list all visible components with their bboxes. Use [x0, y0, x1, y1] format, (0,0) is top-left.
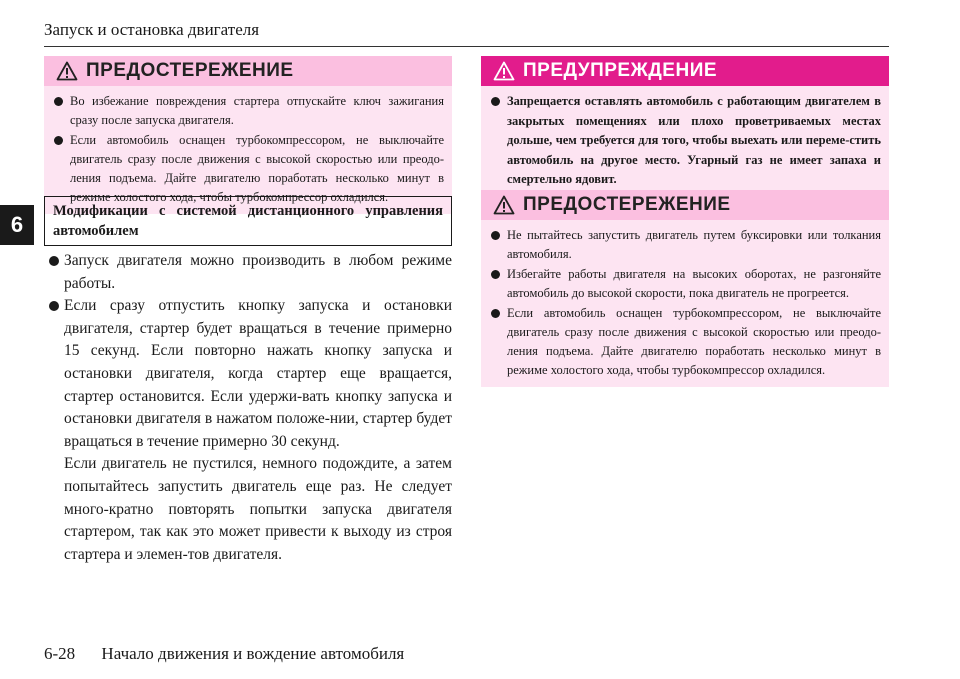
list-item: Если сразу отпустить кнопку запуска и остановки двигателя, стартер будет вращаться в течение примерно 15 секунд. Если повторно нажать кнопку запуска и остановки двигателя, когда стартер еще вращается, стартер остановится. Если удержи-вать кнопку запуска и остановки двигателя в нажатом положе-нии, стартер будет вращаться в течение примерно 30 секунд. — [48, 295, 452, 453]
list-item: Если автомобиль оснащен турбокомпрессором, не выключайте двигатель сразу после движения с высокой скоростью или преодо-ления подъема. Дайте двигателю поработать несколько минут в режиме холостого хода, чтобы турбокомпрессор охладился. — [491, 304, 881, 380]
caution-title: ПРЕДОСТЕРЕЖЕНИЕ — [86, 60, 294, 81]
warning-triangle-icon — [493, 195, 515, 215]
bullet-icon — [491, 97, 500, 106]
list-item: Не пытайтесь запустить двигатель путем буксировки или толкания автомобиля. — [491, 226, 881, 264]
list-item: Запуск двигателя можно производить в любом режиме работы. — [48, 250, 452, 295]
section-title: Начало движения и вождение автомобиля — [101, 644, 405, 663]
caution-header — [481, 190, 889, 220]
section-subheading: Модификации с системой дистанционного управления автомобилем — [44, 196, 452, 246]
caution-box-right — [481, 190, 889, 387]
bullet-icon — [49, 256, 59, 266]
warning-header — [481, 56, 889, 86]
header-divider — [44, 46, 889, 47]
warning-triangle-icon — [56, 61, 78, 81]
warning-triangle-icon — [493, 61, 515, 81]
bullet-icon — [491, 270, 500, 279]
caution-title: ПРЕДОСТЕРЕЖЕНИЕ — [523, 194, 731, 215]
list-item: Запрещается оставлять автомобиль с работающим двигателем в закрытых помещениях или плохо проветриваемых местах дольше, чем требуется для того, чтобы выехать или переме-стить автомобиль на другое место. Угарный газ не имеет запаха и смертельно ядовит. — [491, 92, 881, 190]
bullet-icon — [54, 97, 63, 106]
caution-list — [44, 86, 452, 214]
bullet-icon — [491, 309, 500, 318]
warning-title: ПРЕДУПРЕЖДЕНИЕ — [523, 60, 718, 81]
caution-box-left — [44, 56, 452, 214]
list-item: Избегайте работы двигателя на высоких оборотах, не разгоняйте автомобиль до высокой скорости, пока двигатель не прогреется. — [491, 265, 881, 303]
main-text — [48, 250, 452, 566]
bullet-icon — [49, 301, 59, 311]
warning-list — [481, 86, 889, 197]
bullet-icon — [54, 136, 63, 145]
page-header-title: Запуск и остановка двигателя — [44, 20, 260, 39]
page-footer — [44, 644, 404, 664]
caution-header — [44, 56, 452, 86]
list-item: Во избежание повреждения стартера отпускайте ключ зажигания сразу после запуска двигателя. — [54, 92, 444, 130]
page-number: 6-28 — [44, 644, 76, 663]
caution-list — [481, 220, 889, 387]
warning-box — [481, 56, 889, 197]
list-item: Если автомобиль оснащен турбокомпрессором, не выключайте двигатель сразу после движения с высокой скоростью или преодо-ления подъема. Дайте двигателю поработать несколько минут в режиме холостого хода, чтобы турбокомпрессор охладился. — [54, 131, 444, 207]
chapter-tab: 6 — [0, 205, 34, 245]
bullet-icon — [491, 231, 500, 240]
body-paragraph: Если двигатель не пустился, немного подождите, а затем попытайтесь запустить двигатель еще раз. Не следует много-кратно повторять попытки запуска двигателя стартером, так как это может привести к выходу из строя стартера и элемен-тов двигателя. — [64, 455, 452, 563]
